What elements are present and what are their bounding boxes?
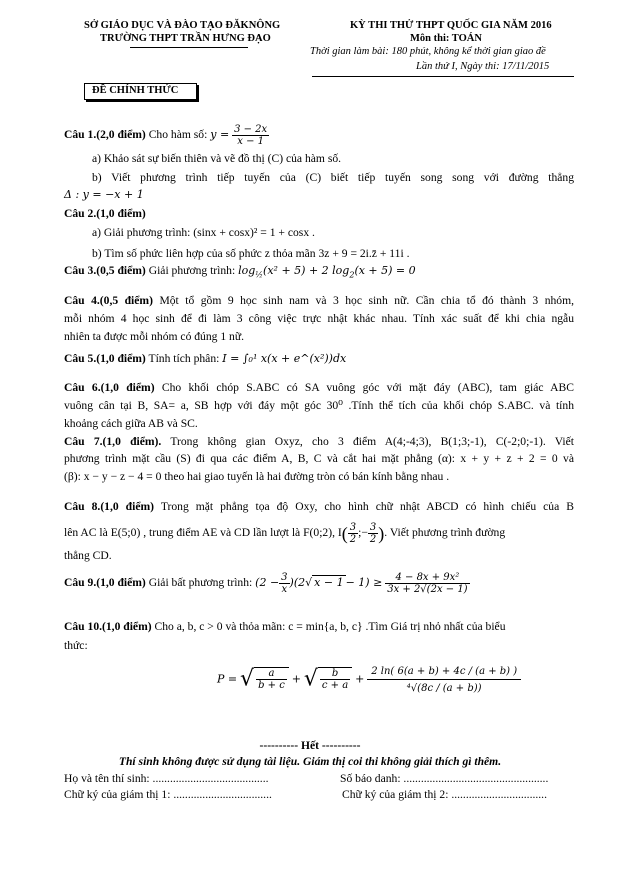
fraction-3-2-b — [368, 522, 378, 545]
question-10-formula — [217, 664, 521, 694]
header-underline-left — [130, 47, 248, 48]
fraction-denominator: 2 — [369, 534, 377, 545]
question-8-text2a: lên AC là E(5;0) , trung điểm AE và CD lần lượt là F(0;2), I — [64, 526, 342, 540]
question-2a: a) Giải phương trình: (sinx + cosx)² = 1 + cosx . — [92, 226, 315, 239]
question-1a: a) Khảo sát sự biến thiên và vẽ đồ thị (C) của hàm số. — [92, 152, 342, 165]
fraction-a-bc — [256, 668, 287, 691]
sqrt-term-1 — [254, 667, 289, 691]
fraction-numerator: 3 — [349, 522, 357, 533]
question-4-label: Câu 4.(0,5 điểm) — [64, 294, 153, 307]
question-1 — [64, 124, 574, 147]
exam-date: Lần thứ I, Ngày thi: 17/11/2015 — [416, 61, 550, 72]
question-10-line1 — [64, 620, 574, 634]
fraction-numerator: 3 — [281, 572, 288, 583]
question-3-label: Câu 3.(0,5 điểm) — [64, 264, 146, 277]
fraction-numerator: b — [320, 668, 350, 680]
subject-title: Môn thi: TOÁN — [410, 33, 482, 44]
question-3 — [64, 264, 574, 282]
question-8-line2: lên AC là E(5;0) , trung điểm AE và CD lần lượt là F(0;2), I( $\frac{3}{2}$ ;− $\frac{3}{2}$ ). Viết phương trình đường — [64, 522, 506, 545]
fraction-b-ca — [320, 668, 350, 691]
question-1-y: y = — [210, 128, 230, 142]
question-8-label: Câu 8.(1,0 điểm) — [64, 500, 155, 513]
question-1-label: Câu 1.(2,0 điểm) — [64, 128, 146, 142]
invigilator-1-signature-field: Chữ ký của giám thị 1: .................................. — [64, 788, 272, 801]
question-6-line1 — [64, 381, 574, 395]
footer-note: Thí sinh không được sử dụng tài liệu. Giám thị coi thi không giải thích gì thêm. — [118, 755, 502, 768]
department-name: SỞ GIÁO DỤC VÀ ĐÀO TẠO ĐĂKNÔNG — [84, 20, 281, 31]
question-9-lhs-b: )(2 — [289, 576, 306, 590]
fraction-denominator: ⁴√(8c / (a + b)) — [406, 683, 482, 694]
question-9-rhs — [385, 572, 469, 595]
header-underline-right — [312, 76, 574, 77]
question-1-fraction — [232, 124, 269, 147]
sqrt-sign: √ — [240, 666, 255, 692]
question-8-line3: thẳng CD. — [64, 549, 112, 562]
question-9-lhs-a: (2 − — [255, 576, 280, 590]
question-4-line3: nhiên ta được mỗi nhóm có đúng 1 nữ. — [64, 330, 245, 343]
question-4-line1 — [64, 294, 574, 308]
invigilator-2-signature-field: Chữ ký của giám thị 2: ................................. — [342, 788, 547, 801]
fraction-numerator: a — [256, 668, 287, 680]
exam-duration: Thời gian làm bài: 180 phút, không kể thời gian giao đề — [310, 46, 546, 57]
question-8-text2b: . Viết phương trình đường — [384, 526, 506, 540]
question-6-text1: Cho khối chóp S.ABC có SA vuông góc với mặt đáy (ABC), tam giác ABC — [161, 381, 575, 394]
question-7-line1 — [64, 435, 574, 449]
question-5 — [64, 352, 574, 366]
formula-P: P = — [217, 672, 238, 686]
fraction-denominator: 3x + 2√(2x − 1) — [387, 584, 468, 595]
question-8-text1: Trong mặt phẳng tọa độ Oxy, cho hình chữ nhật ABCD có hình chiếu của B — [160, 500, 574, 513]
question-9-sqrt: x − 1 — [314, 576, 344, 590]
fraction-3-2-a — [348, 522, 358, 545]
question-3-eq-end: (x + 5) = 0 — [354, 264, 416, 277]
question-3-log: log — [238, 264, 256, 277]
question-3-eq-mid: (x² + 5) + 2 log — [263, 264, 350, 277]
question-10-label: Câu 10.(1,0 điểm) — [64, 620, 152, 633]
fraction-3-x — [279, 572, 289, 595]
candidate-name-field: Họ và tên thí sinh: ........................................ — [64, 772, 269, 785]
fraction-numerator: 2 ln( 6(a + b) + 4c / (a + b) ) — [367, 664, 521, 680]
question-3-log-base2: 2 — [349, 270, 355, 280]
sqrt-sign: √ — [303, 666, 318, 692]
paren-open: ( — [341, 523, 348, 544]
question-5-text: Tính tích phân: — [148, 352, 220, 365]
question-7-text1: Trong không gian Oxyz, cho 3 điểm A(4;-4;3), B(1;3;-1), C(-2;0;-1). Viết — [170, 435, 574, 448]
question-10-line2: thức: — [64, 639, 88, 652]
question-6-label: Câu 6.(1,0 điểm) — [64, 381, 155, 394]
question-7-line3: (β): x − y − z − 4 = 0 theo hai giao tuyến là hai đường tròn có bán kính bằng nhau . — [64, 470, 450, 483]
question-7-line2: phương trình mặt cầu (S) đi qua các điểm A, B, C và cắt hai mặt phẳng (α): x + y + z + 2 = 0 và — [64, 452, 574, 465]
question-7-label: Câu 7.(1,0 điểm). — [64, 435, 162, 448]
sqrt-term-2 — [318, 667, 352, 691]
question-4-text1: Một tổ gồm 9 học sinh nam và 3 học sinh nữ. Cần chia tổ đó thành 3 nhóm, — [159, 294, 574, 307]
question-9-text: Giải bất phương trình: — [148, 576, 253, 590]
fraction-denominator: 2 — [349, 534, 357, 545]
question-1b-line2: Δ : y = −x + 1 — [64, 188, 144, 201]
question-9-label: Câu 9.(1,0 điểm) — [64, 576, 146, 590]
question-10-text1: Cho a, b, c > 0 và thỏa mãn: c = min{a, b, c} .Tìm Giá trị nhỏ nhất của biểu — [154, 620, 506, 633]
question-9 — [64, 572, 574, 595]
exam-title: KỲ THI THỬ THPT QUỐC GIA NĂM 2016 — [350, 20, 552, 31]
fraction-denominator: b + c — [258, 680, 285, 691]
question-1b-line1: b) Viết phương trình tiếp tuyến của (C) biết tiếp tuyến song song với đường thẳng — [92, 171, 574, 184]
question-5-integral: I = ∫₀¹ x(x + e^(x²))dx — [222, 352, 347, 365]
fraction-numerator: 3 — [369, 522, 377, 533]
fraction-numerator: 3 − 2x — [234, 124, 268, 135]
fraction-denominator: x — [281, 584, 288, 595]
question-1-text: Cho hàm số: — [148, 128, 208, 142]
question-4-line2: mỗi nhóm 4 học sinh để đi làm 3 công việc trực nhật khác nhau. Tính xác suất để khi chia ngẫu — [64, 312, 574, 325]
question-2b: b) Tìm số phức liên hợp của số phức z thỏa mãn 3z + 9 = 2i.z̄ + 11i . — [92, 247, 410, 260]
question-9-lhs-c: − 1) ≥ — [345, 576, 383, 590]
question-2-label: Câu 2.(1,0 điểm) — [64, 207, 146, 220]
fraction-denominator: c + a — [321, 680, 349, 691]
candidate-number-field: Số báo danh: .................................................. — [340, 772, 549, 785]
question-5-label: Câu 5.(1,0 điểm) — [64, 352, 146, 365]
fraction-numerator: 4 − 8x + 9x² — [385, 572, 469, 584]
question-8-line1 — [64, 500, 574, 514]
end-marker: ---------- Hết ---------- — [259, 739, 361, 752]
fraction-ln-term — [367, 664, 521, 694]
official-label: ĐỀ CHÍNH THỨC — [92, 85, 179, 96]
plus-sign: + — [291, 672, 301, 686]
school-name: TRƯỜNG THPT TRẦN HƯNG ĐẠO — [100, 33, 271, 44]
question-6-line3: khoảng cách giữa AB và SC. — [64, 417, 198, 430]
question-6-line2: vuông cân tại B, SA= a, SB hợp với đáy một góc 30⁰ .Tính thể tích của khối chóp S.ABC. và tính — [64, 399, 574, 412]
sqrt-sign: √ — [305, 576, 313, 590]
fraction-denominator: x − 1 — [237, 136, 264, 147]
paren-close: ) — [378, 523, 385, 544]
plus-sign: + — [355, 672, 365, 686]
question-3-log-base: ½ — [255, 270, 264, 280]
question-3-text: Giải phương trình: — [148, 264, 236, 277]
